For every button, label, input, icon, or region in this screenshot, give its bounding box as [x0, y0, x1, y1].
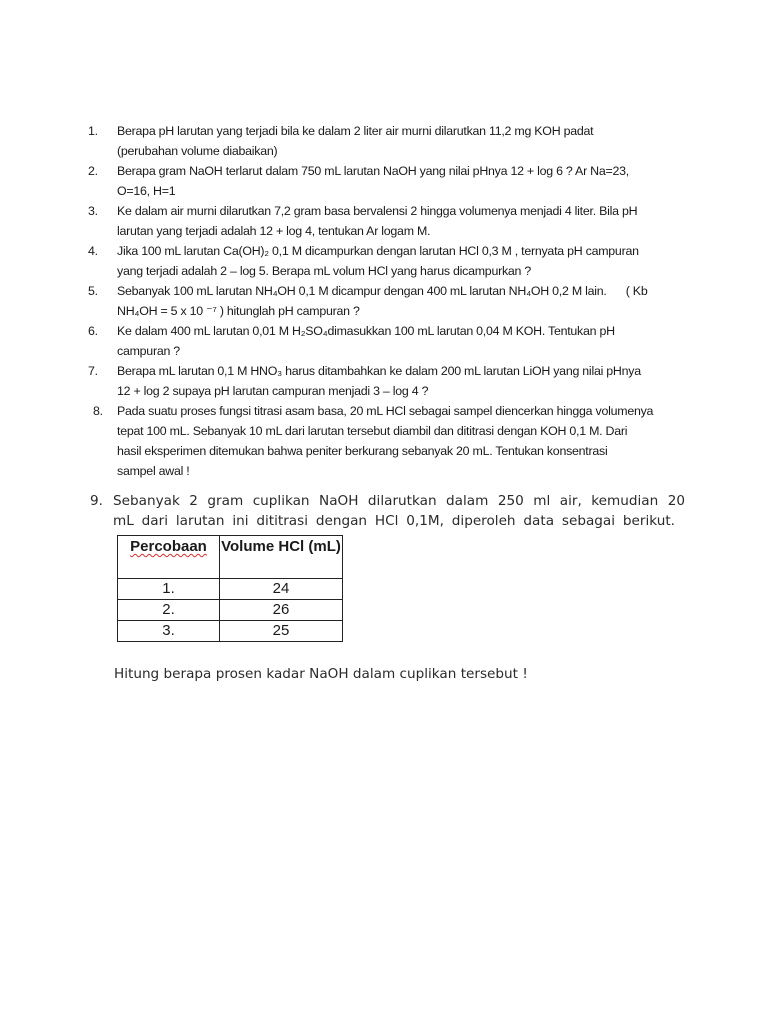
table-row	[118, 579, 343, 600]
question-line: sampel awal !	[117, 464, 190, 478]
question-number: 2.	[88, 164, 98, 178]
table-cell: 25	[220, 621, 343, 642]
question-line: Pada suatu proses fungsi titrasi asam basa, 20 mL HCl sebagai sampel diencerkan hingga volumenya	[117, 404, 654, 418]
question-number: 7.	[88, 364, 98, 378]
question-number: 6.	[88, 324, 98, 338]
question-line: hasil eksperimen ditemukan bahwa peniter berkurang sebanyak 20 mL. Tentukan konsentrasi	[117, 444, 608, 458]
question-line: (perubahan volume diabaikan)	[117, 144, 278, 158]
question-line: Berapa gram NaOH terlarut dalam 750 mL larutan NaOH yang nilai pHnya 12 + log 6 ? Ar Na=23,	[117, 164, 629, 178]
question-line: yang terjadi adalah 2 – log 5. Berapa mL volum HCl yang harus dicampurkan ?	[117, 264, 532, 278]
final-instruction: Hitung berapa prosen kadar NaOH dalam cuplikan tersebut !	[114, 666, 528, 682]
question-line: Ke dalam 400 mL larutan 0,01 M H₂SO₄dimasukkan 100 mL larutan 0,04 M KOH. Tentukan pH	[117, 324, 615, 338]
header-volume-hcl: Volume HCl (mL)	[220, 536, 343, 579]
question-line: larutan yang terjadi adalah 12 + log 4, tentukan Ar logam M.	[117, 224, 431, 238]
question-line: Sebanyak 100 mL larutan NH₄OH 0,1 M dicampur dengan 400 mL larutan NH₄OH 0,2 M lain. ( Kb	[117, 284, 648, 298]
question-number: 4.	[88, 244, 98, 258]
table-cell: 2.	[118, 600, 220, 621]
header-percobaan: Percobaan	[118, 536, 220, 579]
question-line: Ke dalam air murni dilarutkan 7,2 gram basa bervalensi 2 hingga volumenya menjadi 4 liter. Bila pH	[117, 204, 638, 218]
question-line: Berapa pH larutan yang terjadi bila ke dalam 2 liter air murni dilarutkan 11,2 mg KOH padat	[117, 124, 594, 138]
table-cell: 3.	[118, 621, 220, 642]
question-number: 3.	[88, 204, 98, 218]
titration-table	[117, 535, 343, 642]
table-cell: 26	[220, 600, 343, 621]
question-line: Berapa mL larutan 0,1 M HNO₃ harus ditambahkan ke dalam 200 mL larutan LiOH yang nilai pHnya	[117, 364, 641, 378]
question-number: 9.	[90, 493, 103, 509]
table-row	[118, 621, 343, 642]
table-row	[118, 600, 343, 621]
table-cell: 1.	[118, 579, 220, 600]
question-number: 1.	[88, 124, 98, 138]
question-line: campuran ?	[117, 344, 180, 358]
question-line: Sebanyak 2 gram cuplikan NaOH dilarutkan dalam 250 ml air, kemudian 20	[113, 493, 685, 509]
question-line: mL dari larutan ini dititrasi dengan HCl 0,1M, diperoleh data sebagai berikut.	[113, 513, 675, 529]
question-line: tepat 100 mL. Sebanyak 10 mL dari larutan tersebut diambil dan dititrasi dengan KOH 0,1 M. Dari	[117, 424, 628, 438]
question-number: 8.	[93, 404, 103, 418]
question-line: 12 + log 2 supaya pH larutan campuran menjadi 3 – log 4 ?	[117, 384, 429, 398]
table-header-row	[118, 536, 343, 579]
question-line: O=16, H=1	[117, 184, 176, 198]
question-number: 5.	[88, 284, 98, 298]
question-line: Jika 100 mL larutan Ca(OH)₂ 0,1 M dicampurkan dengan larutan HCl 0,3 M , ternyata pH campuran	[117, 244, 639, 258]
table-cell: 24	[220, 579, 343, 600]
question-line: NH₄OH = 5 x 10 ⁻⁷ ) hitunglah pH campuran ?	[117, 304, 360, 318]
